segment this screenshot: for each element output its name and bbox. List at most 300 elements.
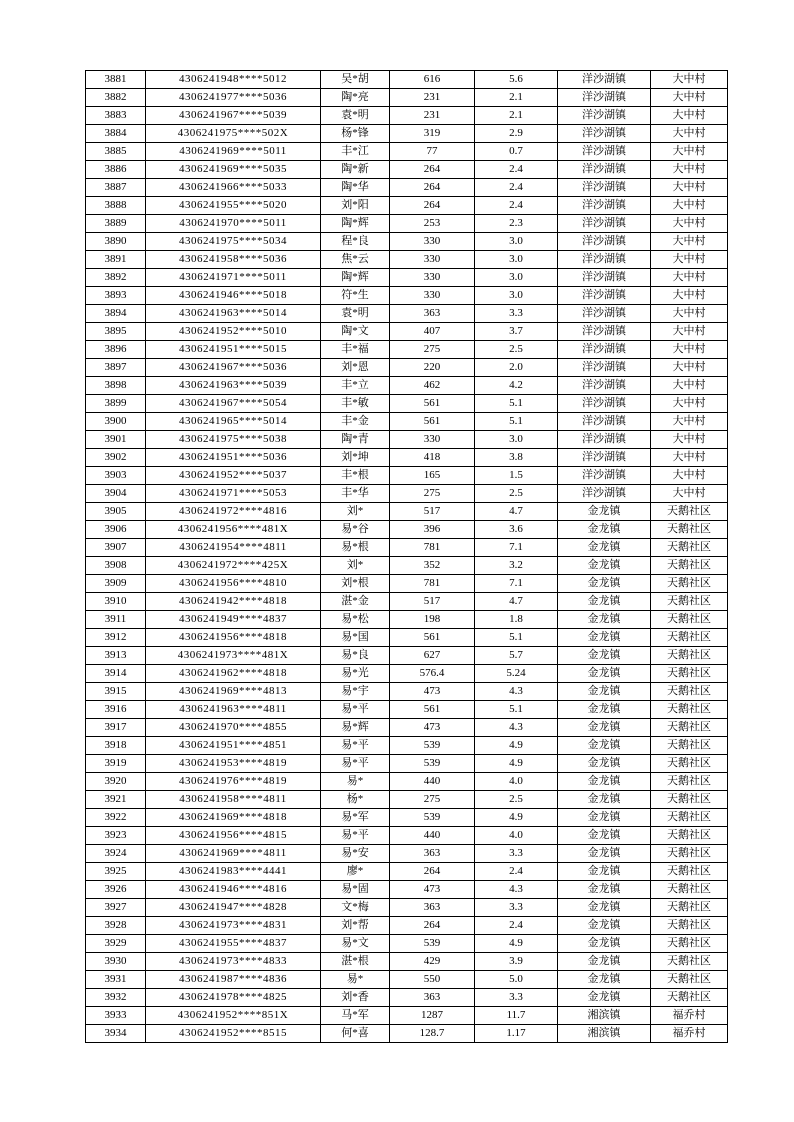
cell-no: 3912 [86, 629, 146, 647]
cell-village: 天鹅社区 [651, 737, 728, 755]
cell-name: 杨*锋 [321, 125, 390, 143]
cell-name: 吴*胡 [321, 71, 390, 89]
cell-amount: 220 [390, 359, 475, 377]
cell-amount: 330 [390, 251, 475, 269]
cell-name: 易*安 [321, 845, 390, 863]
cell-amount: 128.7 [390, 1025, 475, 1043]
cell-id: 4306241983****4441 [146, 863, 321, 881]
cell-rate: 4.9 [475, 755, 558, 773]
cell-id: 4306241948****5012 [146, 71, 321, 89]
cell-no: 3919 [86, 755, 146, 773]
cell-no: 3895 [86, 323, 146, 341]
cell-name: 易* [321, 971, 390, 989]
table-row [86, 989, 728, 1007]
cell-amount: 462 [390, 377, 475, 395]
cell-id: 4306241967****5054 [146, 395, 321, 413]
table-row [86, 539, 728, 557]
cell-no: 3886 [86, 161, 146, 179]
cell-amount: 264 [390, 197, 475, 215]
cell-town: 洋沙湖镇 [558, 251, 651, 269]
cell-village: 大中村 [651, 107, 728, 125]
cell-no: 3924 [86, 845, 146, 863]
cell-rate: 7.1 [475, 575, 558, 593]
cell-village: 大中村 [651, 143, 728, 161]
cell-amount: 330 [390, 287, 475, 305]
cell-no: 3900 [86, 413, 146, 431]
cell-town: 洋沙湖镇 [558, 395, 651, 413]
records-table-body [86, 71, 728, 1043]
table-row [86, 107, 728, 125]
cell-id: 4306241965****5014 [146, 413, 321, 431]
cell-village: 大中村 [651, 449, 728, 467]
cell-no: 3920 [86, 773, 146, 791]
cell-town: 金龙镇 [558, 809, 651, 827]
cell-name: 刘*阳 [321, 197, 390, 215]
cell-name: 马*军 [321, 1007, 390, 1025]
cell-rate: 2.5 [475, 485, 558, 503]
cell-town: 金龙镇 [558, 557, 651, 575]
cell-no: 3932 [86, 989, 146, 1007]
cell-rate: 5.24 [475, 665, 558, 683]
cell-village: 天鹅社区 [651, 845, 728, 863]
table-row [86, 431, 728, 449]
cell-rate: 3.9 [475, 953, 558, 971]
cell-town: 洋沙湖镇 [558, 287, 651, 305]
cell-name: 易*宇 [321, 683, 390, 701]
cell-town: 洋沙湖镇 [558, 467, 651, 485]
cell-id: 4306241973****4833 [146, 953, 321, 971]
cell-village: 天鹅社区 [651, 827, 728, 845]
cell-name: 陶*新 [321, 161, 390, 179]
table-row [86, 1025, 728, 1043]
cell-amount: 275 [390, 791, 475, 809]
cell-name: 丰*根 [321, 467, 390, 485]
cell-name: 易*平 [321, 827, 390, 845]
cell-rate: 3.0 [475, 287, 558, 305]
cell-town: 金龙镇 [558, 935, 651, 953]
cell-id: 4306241946****4816 [146, 881, 321, 899]
cell-village: 天鹅社区 [651, 683, 728, 701]
cell-town: 金龙镇 [558, 845, 651, 863]
cell-amount: 363 [390, 989, 475, 1007]
cell-no: 3907 [86, 539, 146, 557]
cell-name: 刘* [321, 503, 390, 521]
table-row [86, 323, 728, 341]
cell-village: 天鹅社区 [651, 773, 728, 791]
cell-name: 易*根 [321, 539, 390, 557]
cell-amount: 396 [390, 521, 475, 539]
cell-amount: 264 [390, 863, 475, 881]
cell-village: 福乔村 [651, 1025, 728, 1043]
cell-rate: 4.9 [475, 935, 558, 953]
cell-no: 3894 [86, 305, 146, 323]
cell-name: 易*文 [321, 935, 390, 953]
cell-name: 湛*根 [321, 953, 390, 971]
cell-no: 3913 [86, 647, 146, 665]
cell-rate: 4.0 [475, 827, 558, 845]
table-row [86, 971, 728, 989]
cell-id: 4306241970****4855 [146, 719, 321, 737]
cell-amount: 77 [390, 143, 475, 161]
cell-village: 大中村 [651, 269, 728, 287]
cell-amount: 165 [390, 467, 475, 485]
cell-town: 金龙镇 [558, 701, 651, 719]
cell-amount: 253 [390, 215, 475, 233]
cell-id: 4306241969****5035 [146, 161, 321, 179]
cell-no: 3928 [86, 917, 146, 935]
cell-village: 天鹅社区 [651, 917, 728, 935]
cell-village: 天鹅社区 [651, 989, 728, 1007]
cell-amount: 440 [390, 773, 475, 791]
cell-no: 3923 [86, 827, 146, 845]
cell-amount: 264 [390, 917, 475, 935]
cell-town: 洋沙湖镇 [558, 89, 651, 107]
cell-no: 3933 [86, 1007, 146, 1025]
cell-town: 洋沙湖镇 [558, 359, 651, 377]
table-row [86, 161, 728, 179]
cell-amount: 418 [390, 449, 475, 467]
cell-rate: 4.9 [475, 737, 558, 755]
cell-amount: 231 [390, 107, 475, 125]
cell-amount: 473 [390, 881, 475, 899]
cell-id: 4306241956****4810 [146, 575, 321, 593]
cell-amount: 473 [390, 683, 475, 701]
cell-name: 丰*金 [321, 413, 390, 431]
cell-town: 金龙镇 [558, 755, 651, 773]
cell-no: 3888 [86, 197, 146, 215]
cell-no: 3921 [86, 791, 146, 809]
cell-name: 易*谷 [321, 521, 390, 539]
table-row [86, 521, 728, 539]
cell-rate: 2.5 [475, 791, 558, 809]
cell-town: 金龙镇 [558, 575, 651, 593]
cell-name: 杨* [321, 791, 390, 809]
cell-town: 金龙镇 [558, 899, 651, 917]
cell-name: 陶*辉 [321, 269, 390, 287]
cell-id: 4306241952****851X [146, 1007, 321, 1025]
cell-id: 4306241946****5018 [146, 287, 321, 305]
cell-amount: 561 [390, 395, 475, 413]
cell-town: 金龙镇 [558, 791, 651, 809]
cell-village: 天鹅社区 [651, 575, 728, 593]
table-row [86, 611, 728, 629]
cell-id: 4306241972****425X [146, 557, 321, 575]
cell-id: 4306241971****5053 [146, 485, 321, 503]
cell-name: 刘* [321, 557, 390, 575]
cell-town: 洋沙湖镇 [558, 305, 651, 323]
cell-town: 湘滨镇 [558, 1007, 651, 1025]
cell-town: 洋沙湖镇 [558, 215, 651, 233]
cell-no: 3925 [86, 863, 146, 881]
cell-rate: 3.8 [475, 449, 558, 467]
cell-town: 金龙镇 [558, 827, 651, 845]
cell-village: 大中村 [651, 233, 728, 251]
table-row [86, 305, 728, 323]
cell-no: 3926 [86, 881, 146, 899]
cell-rate: 5.0 [475, 971, 558, 989]
table-row [86, 557, 728, 575]
cell-town: 洋沙湖镇 [558, 449, 651, 467]
cell-id: 4306241958****4811 [146, 791, 321, 809]
records-table [85, 70, 728, 1043]
table-row [86, 71, 728, 89]
cell-rate: 2.4 [475, 179, 558, 197]
cell-rate: 2.0 [475, 359, 558, 377]
cell-id: 4306241963****4811 [146, 701, 321, 719]
cell-rate: 3.3 [475, 845, 558, 863]
cell-no: 3904 [86, 485, 146, 503]
cell-rate: 4.7 [475, 593, 558, 611]
cell-village: 天鹅社区 [651, 557, 728, 575]
table-row [86, 683, 728, 701]
cell-id: 4306241956****481X [146, 521, 321, 539]
table-row [86, 215, 728, 233]
cell-rate: 2.4 [475, 863, 558, 881]
cell-name: 焦*云 [321, 251, 390, 269]
cell-amount: 627 [390, 647, 475, 665]
cell-no: 3891 [86, 251, 146, 269]
cell-id: 4306241955****4837 [146, 935, 321, 953]
cell-id: 4306241975****502X [146, 125, 321, 143]
cell-rate: 3.0 [475, 431, 558, 449]
table-row [86, 845, 728, 863]
cell-village: 天鹅社区 [651, 701, 728, 719]
cell-rate: 2.1 [475, 107, 558, 125]
cell-id: 4306241969****4811 [146, 845, 321, 863]
table-row [86, 791, 728, 809]
cell-no: 3909 [86, 575, 146, 593]
table-row [86, 593, 728, 611]
cell-name: 文*梅 [321, 899, 390, 917]
cell-id: 4306241971****5011 [146, 269, 321, 287]
cell-amount: 539 [390, 809, 475, 827]
cell-rate: 5.7 [475, 647, 558, 665]
cell-rate: 3.7 [475, 323, 558, 341]
cell-amount: 275 [390, 485, 475, 503]
cell-town: 洋沙湖镇 [558, 377, 651, 395]
cell-village: 大中村 [651, 215, 728, 233]
cell-village: 大中村 [651, 341, 728, 359]
cell-amount: 275 [390, 341, 475, 359]
cell-village: 大中村 [651, 305, 728, 323]
cell-no: 3910 [86, 593, 146, 611]
cell-no: 3934 [86, 1025, 146, 1043]
cell-town: 洋沙湖镇 [558, 125, 651, 143]
cell-rate: 11.7 [475, 1007, 558, 1025]
cell-village: 天鹅社区 [651, 665, 728, 683]
cell-id: 4306241970****5011 [146, 215, 321, 233]
cell-rate: 2.4 [475, 917, 558, 935]
cell-rate: 0.7 [475, 143, 558, 161]
cell-rate: 2.4 [475, 161, 558, 179]
cell-name: 丰*立 [321, 377, 390, 395]
cell-amount: 539 [390, 935, 475, 953]
cell-rate: 3.3 [475, 305, 558, 323]
table-row [86, 287, 728, 305]
cell-id: 4306241955****5020 [146, 197, 321, 215]
cell-id: 4306241942****4818 [146, 593, 321, 611]
cell-town: 金龙镇 [558, 917, 651, 935]
cell-village: 天鹅社区 [651, 647, 728, 665]
cell-amount: 330 [390, 233, 475, 251]
cell-rate: 4.3 [475, 719, 558, 737]
table-row [86, 251, 728, 269]
cell-name: 易*良 [321, 647, 390, 665]
cell-village: 天鹅社区 [651, 593, 728, 611]
cell-rate: 4.3 [475, 881, 558, 899]
cell-town: 金龙镇 [558, 953, 651, 971]
cell-rate: 1.17 [475, 1025, 558, 1043]
cell-name: 何*喜 [321, 1025, 390, 1043]
cell-rate: 4.3 [475, 683, 558, 701]
cell-amount: 561 [390, 629, 475, 647]
cell-town: 洋沙湖镇 [558, 71, 651, 89]
cell-name: 易*平 [321, 737, 390, 755]
cell-rate: 2.9 [475, 125, 558, 143]
cell-no: 3885 [86, 143, 146, 161]
cell-amount: 781 [390, 539, 475, 557]
cell-no: 3911 [86, 611, 146, 629]
cell-village: 大中村 [651, 323, 728, 341]
table-row [86, 863, 728, 881]
cell-id: 4306241951****5015 [146, 341, 321, 359]
table-row [86, 395, 728, 413]
cell-amount: 576.4 [390, 665, 475, 683]
cell-amount: 539 [390, 737, 475, 755]
cell-name: 袁*明 [321, 107, 390, 125]
cell-name: 陶*华 [321, 179, 390, 197]
table-row [86, 179, 728, 197]
cell-village: 天鹅社区 [651, 863, 728, 881]
cell-town: 洋沙湖镇 [558, 233, 651, 251]
cell-name: 刘*恩 [321, 359, 390, 377]
cell-village: 天鹅社区 [651, 971, 728, 989]
cell-village: 大中村 [651, 359, 728, 377]
cell-no: 3899 [86, 395, 146, 413]
cell-village: 天鹅社区 [651, 611, 728, 629]
cell-id: 4306241972****4816 [146, 503, 321, 521]
cell-id: 4306241978****4825 [146, 989, 321, 1007]
cell-town: 金龙镇 [558, 503, 651, 521]
cell-name: 程*良 [321, 233, 390, 251]
cell-id: 4306241969****4813 [146, 683, 321, 701]
cell-rate: 5.1 [475, 701, 558, 719]
cell-village: 天鹅社区 [651, 539, 728, 557]
cell-rate: 5.1 [475, 413, 558, 431]
cell-name: 陶*青 [321, 431, 390, 449]
cell-amount: 539 [390, 755, 475, 773]
cell-name: 易*平 [321, 755, 390, 773]
cell-town: 湘滨镇 [558, 1025, 651, 1043]
cell-id: 4306241956****4818 [146, 629, 321, 647]
table-row [86, 197, 728, 215]
table-row [86, 233, 728, 251]
table-row [86, 341, 728, 359]
cell-rate: 5.1 [475, 395, 558, 413]
cell-village: 大中村 [651, 431, 728, 449]
cell-village: 天鹅社区 [651, 881, 728, 899]
cell-name: 易*光 [321, 665, 390, 683]
cell-amount: 616 [390, 71, 475, 89]
cell-rate: 4.0 [475, 773, 558, 791]
cell-amount: 363 [390, 305, 475, 323]
cell-town: 金龙镇 [558, 647, 651, 665]
table-row [86, 377, 728, 395]
cell-name: 袁*明 [321, 305, 390, 323]
cell-no: 3897 [86, 359, 146, 377]
cell-town: 金龙镇 [558, 719, 651, 737]
cell-amount: 363 [390, 845, 475, 863]
cell-amount: 429 [390, 953, 475, 971]
cell-name: 丰*福 [321, 341, 390, 359]
cell-no: 3917 [86, 719, 146, 737]
table-row [86, 359, 728, 377]
cell-amount: 198 [390, 611, 475, 629]
cell-rate: 4.2 [475, 377, 558, 395]
cell-village: 大中村 [651, 395, 728, 413]
cell-id: 4306241958****5036 [146, 251, 321, 269]
cell-amount: 319 [390, 125, 475, 143]
cell-town: 洋沙湖镇 [558, 413, 651, 431]
cell-no: 3881 [86, 71, 146, 89]
cell-id: 4306241951****5036 [146, 449, 321, 467]
cell-no: 3887 [86, 179, 146, 197]
table-row [86, 449, 728, 467]
cell-village: 大中村 [651, 413, 728, 431]
cell-id: 4306241969****4818 [146, 809, 321, 827]
cell-id: 4306241977****5036 [146, 89, 321, 107]
cell-id: 4306241952****8515 [146, 1025, 321, 1043]
cell-id: 4306241966****5033 [146, 179, 321, 197]
cell-town: 金龙镇 [558, 971, 651, 989]
cell-town: 洋沙湖镇 [558, 161, 651, 179]
cell-no: 3930 [86, 953, 146, 971]
cell-town: 洋沙湖镇 [558, 179, 651, 197]
cell-rate: 3.0 [475, 233, 558, 251]
cell-village: 天鹅社区 [651, 791, 728, 809]
cell-no: 3927 [86, 899, 146, 917]
table-row [86, 89, 728, 107]
cell-id: 4306241962****4818 [146, 665, 321, 683]
table-row [86, 647, 728, 665]
cell-amount: 363 [390, 899, 475, 917]
cell-name: 陶*辉 [321, 215, 390, 233]
cell-no: 3906 [86, 521, 146, 539]
cell-village: 天鹅社区 [651, 809, 728, 827]
cell-no: 3884 [86, 125, 146, 143]
cell-town: 洋沙湖镇 [558, 197, 651, 215]
cell-id: 4306241951****4851 [146, 737, 321, 755]
cell-id: 4306241963****5014 [146, 305, 321, 323]
table-row [86, 773, 728, 791]
cell-village: 大中村 [651, 467, 728, 485]
cell-name: 丰*江 [321, 143, 390, 161]
cell-rate: 4.9 [475, 809, 558, 827]
table-row [86, 701, 728, 719]
cell-town: 金龙镇 [558, 665, 651, 683]
cell-name: 刘*坤 [321, 449, 390, 467]
cell-village: 大中村 [651, 197, 728, 215]
cell-rate: 3.6 [475, 521, 558, 539]
cell-amount: 1287 [390, 1007, 475, 1025]
cell-village: 福乔村 [651, 1007, 728, 1025]
cell-no: 3882 [86, 89, 146, 107]
cell-no: 3901 [86, 431, 146, 449]
table-row [86, 485, 728, 503]
cell-town: 金龙镇 [558, 611, 651, 629]
cell-town: 金龙镇 [558, 881, 651, 899]
cell-town: 洋沙湖镇 [558, 269, 651, 287]
